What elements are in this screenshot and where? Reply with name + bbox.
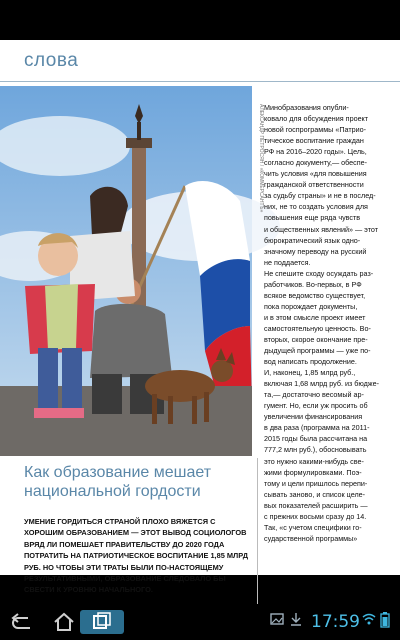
article-body-text: Минобразования опубли- ковало для обсуждения проект новой госпрограммы «Патрио- тическое воспитание граждан РФ на 2016–2020 годы». Цель, согласно документу,— обеспе- чить условия «для повышения гражданской ответственности за судьбу страны» и не в послед- них, не то создать условия для повышения еще ряда чувств и общественных явлений» — этот бюрократический язык одно- значному переводу на русский не поддается. Не спешите сходу осуждать раз- работчиков. Во-первых, в РФ всякое ведомство существует, пока порождает документы, и в этом смысле проект имеет самостоятельную ценность. Во- вторых, скорое окончание пре- дыдущей программы — уже по- вод написать продолжение. И, наконец, 1,85 млрд руб., включая 1,68 млрд руб. из бюдже- та,— достаточно весомый ар- гумент. Но, если уж просить об увеличении финансирования в два раза (программа на 2011- 2015 годы была рассчитана на 777,2 млн руб.), обосновывать это нужно какими-нибудь све- жими формулировками. Поэ- тому и цели пришлось перепи- сывать заново, и список целе- вых показателей расширить — с прежних восьми сразу до 14. Так, «с учетом специфики го- сударственной программы»: [264, 103, 379, 543]
article-lead: УМЕНИЕ ГОРДИТЬСЯ СТРАНОЙ ПЛОХО ВЯЖЕТСЯ С ХОРОШИМ ОБРАЗОВАНИЕМ — ЭТОТ ВЫВОД СОЦИОЛОГОВ ВРЯД ЛИ ПОМЕШАЕТ ПРАВИТЕЛЬСТВУ ДО 2020 ГОДА ПОТРАТИТЬ НА ПАТРИОТИЧЕСКОЕ ВОСПИТАНИЕ 1,85 МЛРД РУБ. НО ЧТОБЫ ЭТИ ТРАТЫ БЫЛИ ПО-НАСТОЯЩЕМУ РЕЗУЛЬТАТИВНЫМИ, ОБРАЗОВАНИЕ СЛЕДОВАЛО БЫ СВЕСТИ К УРОВНЮ НАЧАЛЬНОГО.: [24, 517, 248, 595]
article-headline: Как образование мешает национальной гордости: [24, 464, 212, 500]
wifi-icon: [362, 612, 376, 629]
gallery-icon: [270, 612, 284, 629]
status-clock: 17:59: [311, 612, 360, 632]
system-navbar: [0, 604, 400, 640]
photo-credit: АЛЕКСАНДР ПЕТРОСЯН / «КОММЕРСАНТЪ»: [258, 104, 264, 213]
back-icon[interactable]: [8, 610, 36, 634]
column-divider: [257, 458, 258, 608]
article-photo: [0, 86, 252, 456]
photo-illustration: [0, 86, 252, 456]
home-icon[interactable]: [50, 610, 78, 634]
magazine-page: [0, 40, 400, 595]
download-icon: [290, 612, 302, 629]
section-title: слова: [24, 50, 79, 71]
header-rule: [0, 81, 400, 82]
battery-icon: [380, 612, 390, 631]
recent-apps-icon[interactable]: [80, 610, 124, 634]
article-body: [264, 102, 392, 544]
